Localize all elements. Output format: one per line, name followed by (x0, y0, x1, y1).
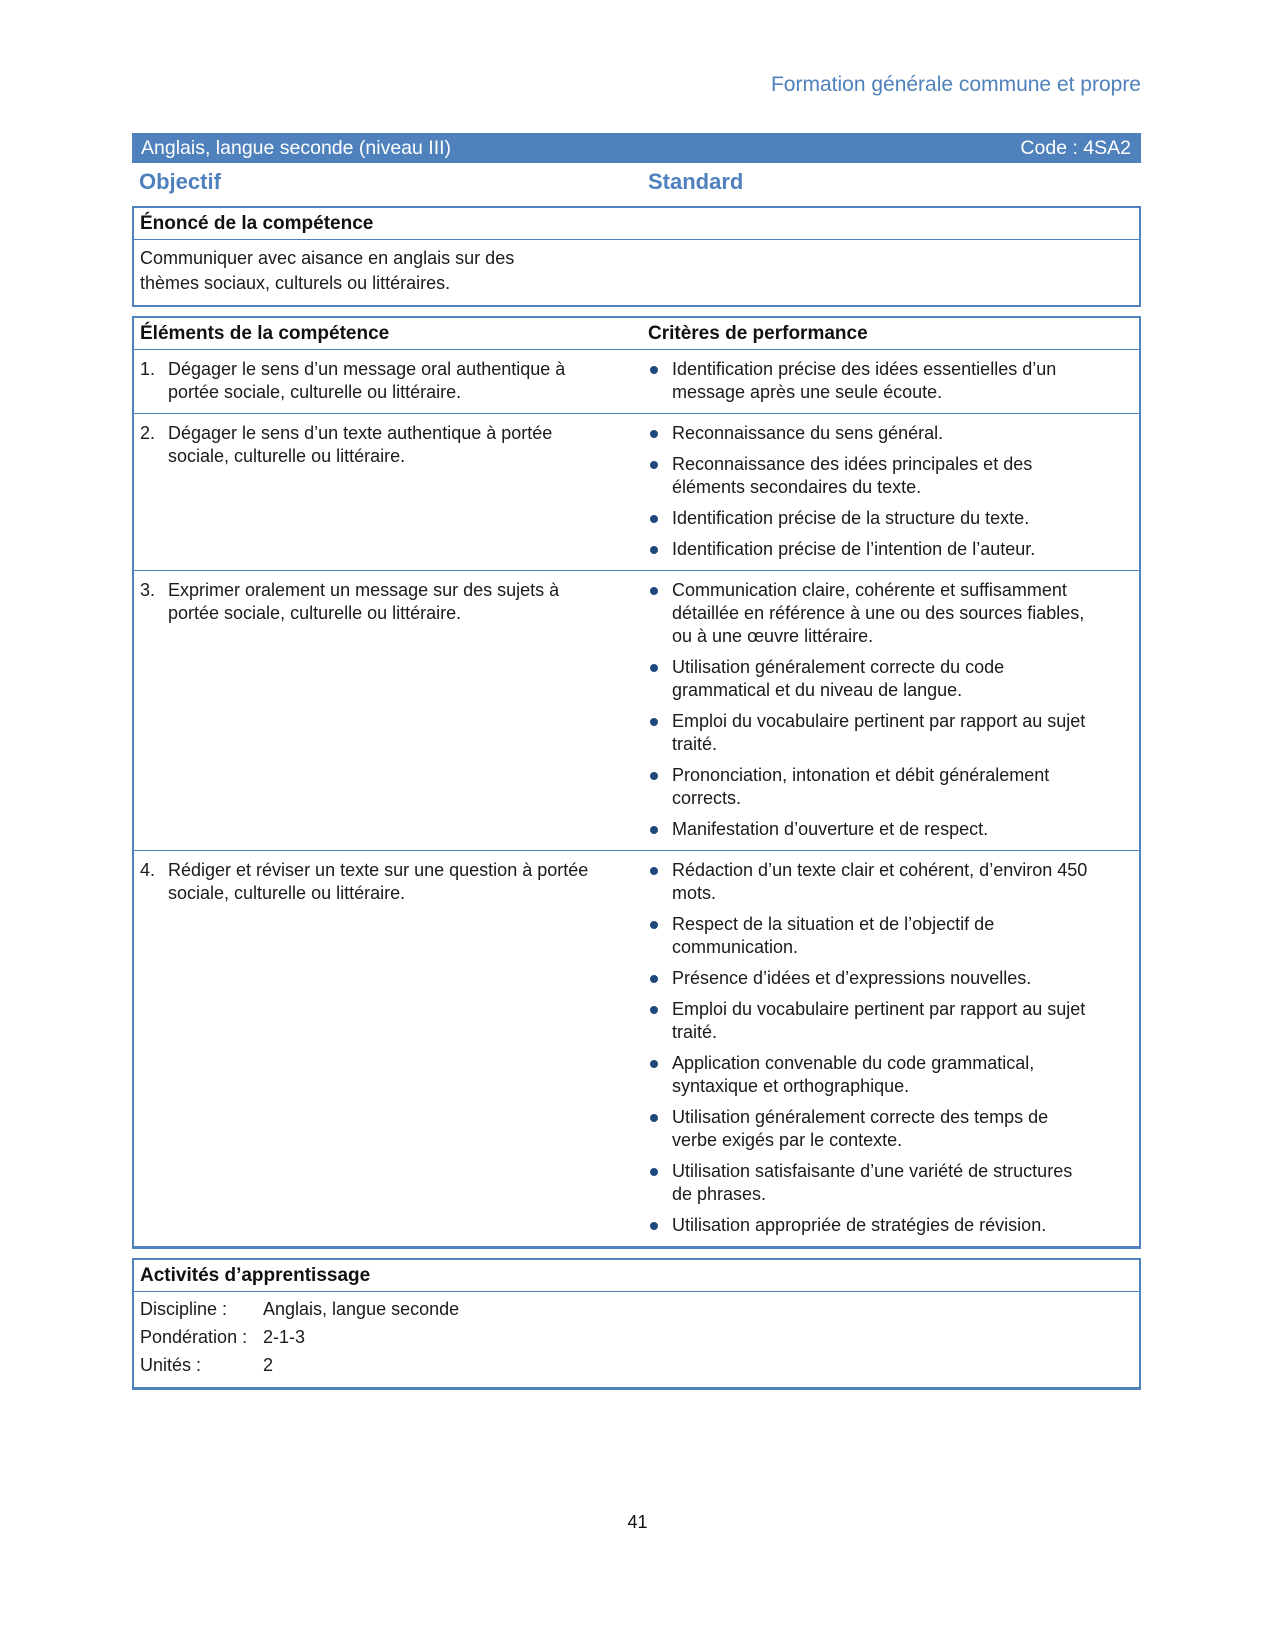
activities-title: Activités d’apprentissage (134, 1260, 1139, 1292)
competence-row (134, 570, 1139, 850)
criteria-list (648, 859, 1139, 1237)
criterion-item: Manifestation d’ouverture et de respect. (648, 818, 1100, 841)
criterion-item: Présence d’idées et d’expressions nouvelles. (648, 967, 1100, 990)
enonce-text: Communiquer avec aisance en anglais sur des thèmes sociaux, culturels ou littéraires. (140, 248, 515, 293)
criteres-column-header: Critères de performance (648, 323, 868, 344)
criteria-cell (648, 859, 1139, 1237)
criterion-item: Utilisation appropriée de stratégies de révision. (648, 1214, 1100, 1237)
element-cell (134, 422, 648, 561)
activity-value: Anglais, langue seconde (263, 1299, 460, 1319)
activity-value: 2-1-3 (263, 1327, 306, 1347)
criterion-item: Emploi du vocabulaire pertinent par rapport au sujet traité. (648, 710, 1100, 756)
criterion-item: Utilisation généralement correcte des temps de verbe exigés par le contexte. (648, 1106, 1100, 1152)
criterion-item: Identification précise des idées essentielles d’un message après une seule écoute. (648, 358, 1100, 404)
competence-row (134, 850, 1139, 1246)
objectif-heading: Objectif (139, 169, 221, 194)
element-cell (134, 859, 648, 1237)
activity-value: 2 (263, 1355, 274, 1375)
element-text: Dégager le sens d’un message oral authentique à portée sociale, culturelle ou littéraire. (168, 359, 566, 402)
element-number: 4. (140, 860, 156, 880)
competence-table (132, 316, 1141, 1249)
course-title: Anglais, langue seconde (niveau III) (141, 136, 452, 159)
criterion-item: Reconnaissance des idées principales et des éléments secondaires du texte. (648, 453, 1100, 499)
criteria-cell (648, 579, 1139, 841)
activities-box (132, 1258, 1141, 1390)
activity-label: Unités : (140, 1355, 202, 1375)
enonce-body (134, 240, 1139, 305)
element-number: 2. (140, 423, 156, 443)
competence-rows (134, 350, 1139, 1246)
criteria-cell (648, 358, 1139, 404)
activity-row (140, 1354, 1131, 1377)
competence-table-header (134, 318, 1139, 350)
course-title-bar (132, 133, 1141, 163)
criterion-item: Communication claire, cohérente et suffisamment détaillée en référence à une ou des sources fiables, ou à une œuvre littéraire. (648, 579, 1100, 648)
criterion-item: Identification précise de la structure du texte. (648, 507, 1100, 530)
elements-column-header: Éléments de la compétence (140, 323, 390, 344)
criteria-list (648, 579, 1139, 841)
criterion-item: Prononciation, intonation et débit généralement corrects. (648, 764, 1100, 810)
enonce-title: Énoncé de la compétence (134, 208, 1139, 240)
element-text: Rédiger et réviser un texte sur une question à portée sociale, culturelle ou littéraire. (168, 860, 589, 903)
criteria-list (648, 422, 1139, 561)
course-code: Code : 4SA2 (1020, 136, 1131, 159)
competence-row (134, 413, 1139, 570)
activity-label: Discipline : (140, 1299, 228, 1319)
criterion-item: Utilisation satisfaisante d’une variété de structures de phrases. (648, 1160, 1100, 1206)
criterion-item: Emploi du vocabulaire pertinent par rapport au sujet traité. (648, 998, 1100, 1044)
element-text: Dégager le sens d’un texte authentique à portée sociale, culturelle ou littéraire. (168, 423, 553, 466)
activities-body (134, 1292, 1139, 1387)
criterion-item: Application convenable du code grammatical, syntaxique et orthographique. (648, 1052, 1100, 1098)
enonce-box (132, 206, 1141, 307)
element-cell (134, 358, 648, 404)
activity-label: Pondération : (140, 1327, 248, 1347)
criteria-cell (648, 422, 1139, 561)
criterion-item: Identification précise de l’intention de l’auteur. (648, 538, 1100, 561)
competence-row (134, 350, 1139, 413)
criterion-item: Respect de la situation et de l’objectif de communication. (648, 913, 1100, 959)
element-cell (134, 579, 648, 841)
activity-row (140, 1298, 1131, 1321)
element-text: Exprimer oralement un message sur des sujets à portée sociale, culturelle ou littéraire. (168, 580, 560, 623)
activity-row (140, 1326, 1131, 1349)
element-number: 3. (140, 580, 156, 600)
criterion-item: Reconnaissance du sens général. (648, 422, 1100, 445)
criteria-list (648, 358, 1139, 404)
element-number: 1. (140, 359, 156, 379)
page-number: 41 (627, 1512, 648, 1532)
standard-heading: Standard (648, 169, 744, 194)
section-titles (132, 167, 1141, 201)
criterion-item: Rédaction d’un texte clair et cohérent, d’environ 450 mots. (648, 859, 1100, 905)
running-header: Formation générale commune et propre (770, 73, 1141, 96)
criterion-item: Utilisation généralement correcte du code grammatical et du niveau de langue. (648, 656, 1100, 702)
